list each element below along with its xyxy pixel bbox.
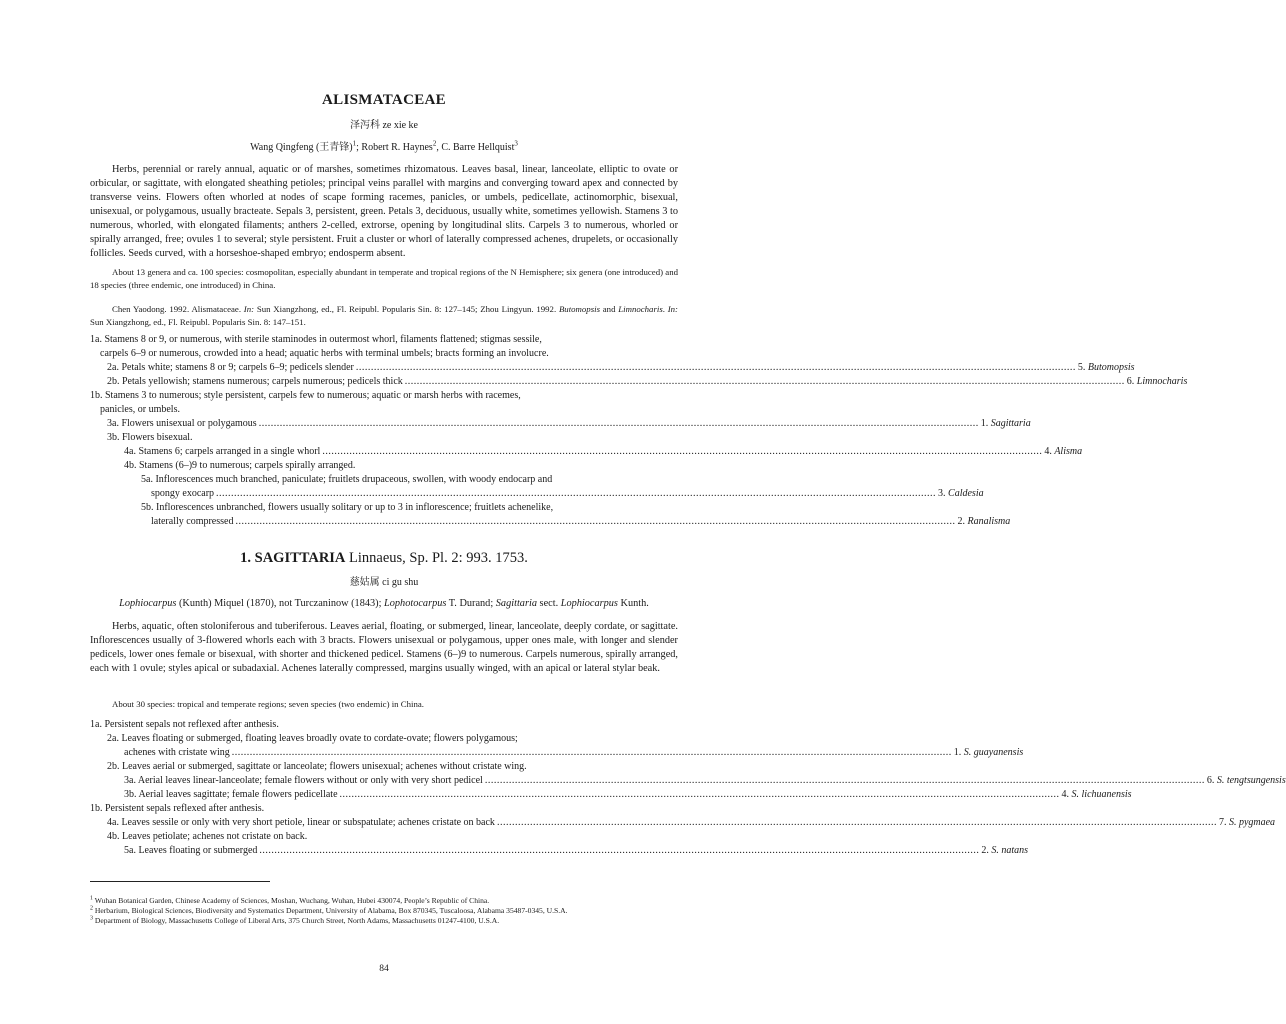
key-line bbox=[100, 403, 180, 417]
family-authors: Wang Qingfeng (王青锋)$^1$; Robert R. Haynes$^2$, C. Barre Hellquist$^3$ bbox=[250, 139, 518, 153]
synonymy-text: (Kunth) Miquel (1870), not Turczaninow (1843); bbox=[176, 598, 385, 609]
leader-dots: ................................................................................................................................................................................................................................................ bbox=[496, 817, 1217, 828]
key-couplet-text: 1b. Stamens 3 to numerous; style persistent, carpels few to numerous; aquatic or marsh herbs with racemes, bbox=[90, 390, 521, 401]
key-couplet-text: 4b. Stamens (6–)9 to numerous; carpels spirally arranged. bbox=[124, 460, 356, 471]
footnote bbox=[90, 906, 678, 916]
key-line bbox=[141, 473, 552, 487]
leader-dots: ................................................................................................................................................................................................................................................ bbox=[339, 789, 1060, 800]
footnote-marker: 2 bbox=[90, 905, 93, 912]
synonym-name: Lophotocarpus bbox=[384, 598, 447, 609]
document-page bbox=[90, 0, 1286, 1024]
genus-heading bbox=[90, 550, 678, 567]
key-result: 6. S. tengtsungensis bbox=[1206, 775, 1286, 786]
key-result: 1. S. guayanensis bbox=[953, 747, 1024, 758]
genus-synonymy bbox=[90, 597, 678, 611]
key-couplet-text: 2b. Petals yellowish; stamens numerous; carpels numerous; pedicels thick bbox=[107, 376, 403, 387]
author-1: Wang Qingfeng (王青锋) bbox=[250, 142, 353, 153]
key-couplet-text: achenes with cristate wing bbox=[124, 747, 230, 758]
key-line bbox=[100, 347, 549, 361]
leader-dots: ................................................................................................................................................................................................................................................ bbox=[322, 446, 1043, 457]
reference-text: and bbox=[600, 304, 619, 314]
key-line bbox=[107, 431, 193, 445]
synonymy-text: Kunth. bbox=[617, 598, 649, 609]
author-3-affiliation: 3 bbox=[514, 139, 518, 148]
key-line bbox=[90, 333, 542, 347]
leader-dots: ................................................................................................................................................................................................................................................ bbox=[258, 418, 979, 429]
genus-description: Herbs, aquatic, often stoloniferous and tuberiferous. Leaves aerial, floating, or submerged, linear, lanceolate, deeply cordate, or sagittate. Inflorescences usually of 3-flowered whorls each with 3 bracts. Flowers unisexual or polygamous, upper ones male, with longer and slender pedicels, lower ones female or bisexual, with shorter and thickened pedicel. Stamens (6–)9 to numerous. Carpels numerous, spirally arranged, each with 1 ovule; styles apical or subadaxial. Achenes laterally compressed, margins usually winged, with an apical or lateral stylar beak. bbox=[90, 621, 678, 674]
family-description: Herbs, perennial or rarely annual, aquatic or of marshes, sometimes rhizomatous. Leaves basal, linear, lanceolate, elliptic to ovate or orbicular, or sagittate, with elongated sheathing petioles; principal veins parallel with margins and converging toward apex and connected by transverse veins. Flowers often whorled at nodes of scape forming racemes, panicles, or umbels, pedicellate, actinomorphic, bisexual, unisexual, or polygamous, usually bracteate. Sepals 3, persistent, green. Petals 3, deciduous, usually white, sometimes yellowish. Stamens 3 to numerous, whorled, with elongated filaments; anthers 2-celled, extrorse, opening by longitudinal slits. Carpels 3 to numerous, whorled or spirally arranged, free; ovules 1 to several; style persistent. Fruit a cluster or whorl of laterally compressed achenes, drupelets, or occasionally follicles. Seeds curved, with a horseshoe-shaped embryo; endosperm absent. bbox=[90, 164, 678, 259]
family-chinese-name: 泽泻科 ze xie ke bbox=[349, 120, 419, 131]
key-line bbox=[151, 515, 1011, 529]
key-result: 3. Caldesia bbox=[938, 488, 984, 499]
synonymy-text: T. Durand; bbox=[446, 598, 496, 609]
key-line bbox=[124, 445, 1083, 459]
key-line bbox=[107, 732, 518, 746]
footnote bbox=[90, 896, 678, 906]
key-couplet-text: 3a. Flowers unisexual or polygamous bbox=[107, 418, 257, 429]
leader-dots: ................................................................................................................................................................................................................................................ bbox=[355, 362, 1076, 373]
key-line bbox=[107, 830, 307, 844]
key-result: 6. Limnocharis bbox=[1126, 376, 1188, 387]
key-result: 7. S. pygmaea bbox=[1218, 817, 1276, 828]
reference-text: Sun Xiangzhong, ed., Fl. Reipubl. Popularis Sin. 8: 127–145; Zhou Lingyun. 1992. bbox=[254, 304, 559, 314]
reference-text: . bbox=[662, 304, 668, 314]
key-couplet-text: 2a. Leaves floating or submerged, floating leaves broadly ovate to cordate-ovate; flowers polygamous; bbox=[107, 733, 518, 744]
key-couplet-text: 1a. Stamens 8 or 9, or numerous, with sterile staminodes in outermost whorl, filaments flattened; stigmas sessile, bbox=[90, 334, 542, 345]
genus-name: 1. SAGITTARIA bbox=[240, 550, 346, 566]
key-couplet-text: carpels 6–9 or numerous, crowded into a head; aquatic herbs with terminal umbels; bracts forming an involucre. bbox=[100, 348, 549, 359]
key-couplet-text: laterally compressed bbox=[151, 516, 234, 527]
leader-dots: ................................................................................................................................................................................................................................................ bbox=[235, 516, 956, 527]
reference-genus: Limnocharis bbox=[618, 304, 663, 314]
key-line bbox=[124, 774, 1286, 788]
synonym-name: Lophiocarpus bbox=[119, 598, 177, 609]
key-line bbox=[90, 718, 279, 732]
genus-chinese-name: 慈姑属 ci gu shu bbox=[349, 577, 419, 588]
key-result: 1. Sagittaria bbox=[980, 418, 1031, 429]
reference-in: In: bbox=[667, 304, 678, 314]
key-line bbox=[141, 501, 553, 515]
footnote-divider bbox=[90, 881, 270, 882]
reference-text: Sun Xiangzhong, ed., Fl. Reipubl. Popularis Sin. 8: 147–151. bbox=[90, 317, 306, 327]
footnote bbox=[90, 916, 678, 926]
footnote-text: Wuhan Botanical Garden, Chinese Academy of Sciences, Moshan, Wuchang, Wuhan, Hubei 430074, People’s Republic of China. bbox=[93, 896, 490, 905]
footnote-text: Department of Biology, Massachusetts College of Liberal Arts, 375 Church Street, North Adams, Massachusetts 01247-4100, U.S.A. bbox=[93, 916, 500, 925]
key-couplet-text: 2b. Leaves aerial or submerged, sagittate or lanceolate; flowers unisexual; achenes without cristate wing. bbox=[107, 761, 527, 772]
key-couplet-text: 4a. Stamens 6; carpels arranged in a single whorl bbox=[124, 446, 321, 457]
key-line bbox=[90, 802, 264, 816]
key-couplet-text: 1b. Persistent sepals reflexed after anthesis. bbox=[90, 803, 265, 814]
author-1-affiliation: 1 bbox=[352, 139, 357, 148]
key-line bbox=[124, 459, 355, 473]
key-result: 2. Ranalisma bbox=[957, 516, 1011, 527]
key-couplet-text: 3a. Aerial leaves linear-lanceolate; female flowers without or only with very short pedicel bbox=[124, 775, 483, 786]
author-2-affiliation: 2 bbox=[432, 139, 437, 148]
reference-in: In: bbox=[243, 304, 255, 314]
key-couplet-text: 4a. Leaves sessile or only with very short petiole, linear or subspatulate; achenes cristate on back bbox=[107, 817, 495, 828]
key-line bbox=[124, 844, 1029, 858]
key-couplet-text: panicles, or umbels. bbox=[100, 404, 180, 415]
author-2: Robert R. Haynes bbox=[361, 142, 433, 153]
key-line bbox=[124, 788, 1132, 802]
key-couplet-text: 1a. Persistent sepals not reflexed after anthesis. bbox=[90, 719, 279, 730]
key-result: 2. S. natans bbox=[981, 845, 1029, 856]
reference-text: Chen Yaodong. 1992. Alismataceae. bbox=[112, 304, 244, 314]
footnote-marker: 3 bbox=[90, 915, 93, 922]
leader-dots: ................................................................................................................................................................................................................................................ bbox=[259, 845, 980, 856]
key-line bbox=[107, 816, 1276, 830]
page-number: 84 bbox=[379, 964, 389, 974]
key-result: 4. S. lichuanensis bbox=[1061, 789, 1132, 800]
leader-dots: ................................................................................................................................................................................................................................................ bbox=[484, 775, 1205, 786]
key-couplet-text: 3b. Aerial leaves sagittate; female flowers pedicellate bbox=[124, 789, 338, 800]
key-line bbox=[90, 389, 521, 403]
key-couplet-text: 2a. Petals white; stamens 8 or 9; carpels 6–9; pedicels slender bbox=[107, 362, 354, 373]
key-couplet-text: 5a. Inflorescences much branched, paniculate; fruitlets drupaceous, swollen, with woody endocarp and bbox=[141, 474, 553, 485]
footnote-text: Herbarium, Biological Sciences, Biodiversity and Systematics Department, University of Alabama, Box 870345, Tuscaloosa, Alabama 35487-0345, U.S.A. bbox=[93, 906, 568, 915]
leader-dots: ................................................................................................................................................................................................................................................ bbox=[231, 747, 952, 758]
key-couplet-text: spongy exocarp bbox=[151, 488, 215, 499]
key-result: 5. Butomopsis bbox=[1077, 362, 1135, 373]
key-line bbox=[124, 746, 1024, 760]
family-references bbox=[90, 303, 678, 329]
footnote-marker: 1 bbox=[90, 895, 93, 902]
leader-dots: ................................................................................................................................................................................................................................................ bbox=[216, 488, 937, 499]
synonymy-text: sect. bbox=[536, 598, 561, 609]
key-couplet-text: 4b. Leaves petiolate; achenes not cristate on back. bbox=[107, 831, 308, 842]
key-couplet-text: 5b. Inflorescences unbranched, flowers usually solitary or up to 3 in inflorescence; fruitlets achenelike, bbox=[141, 502, 554, 513]
genus-distribution: About 30 species: tropical and temperate regions; seven species (two endemic) in China. bbox=[112, 699, 424, 709]
leader-dots: ................................................................................................................................................................................................................................................ bbox=[404, 376, 1125, 387]
key-line bbox=[107, 361, 1135, 375]
key-couplet-text: 5a. Leaves floating or submerged bbox=[124, 845, 258, 856]
family-title: ALISMATACEAE bbox=[322, 92, 446, 108]
family-distribution: About 13 genera and ca. 100 species: cosmopolitan, especially abundant in temperate and tropical regions of the N Hemisphere; six genera (one introduced) and 18 species (three endemic, one introduced) in China. bbox=[90, 267, 678, 290]
author-3: C. Barre Hellquist bbox=[441, 142, 515, 153]
synonym-name: Sagittaria bbox=[495, 598, 537, 609]
reference-genus: Butomopsis bbox=[558, 304, 600, 314]
genus-citation: Linnaeus, Sp. Pl. 2: 993. 1753. bbox=[349, 550, 528, 566]
key-result: 4. Alisma bbox=[1044, 446, 1083, 457]
key-couplet-text: 3b. Flowers bisexual. bbox=[107, 432, 193, 443]
key-line bbox=[107, 417, 1031, 431]
key-line bbox=[151, 487, 984, 501]
key-line bbox=[107, 760, 527, 774]
synonym-name: Lophiocarpus bbox=[560, 598, 618, 609]
key-line bbox=[107, 375, 1188, 389]
